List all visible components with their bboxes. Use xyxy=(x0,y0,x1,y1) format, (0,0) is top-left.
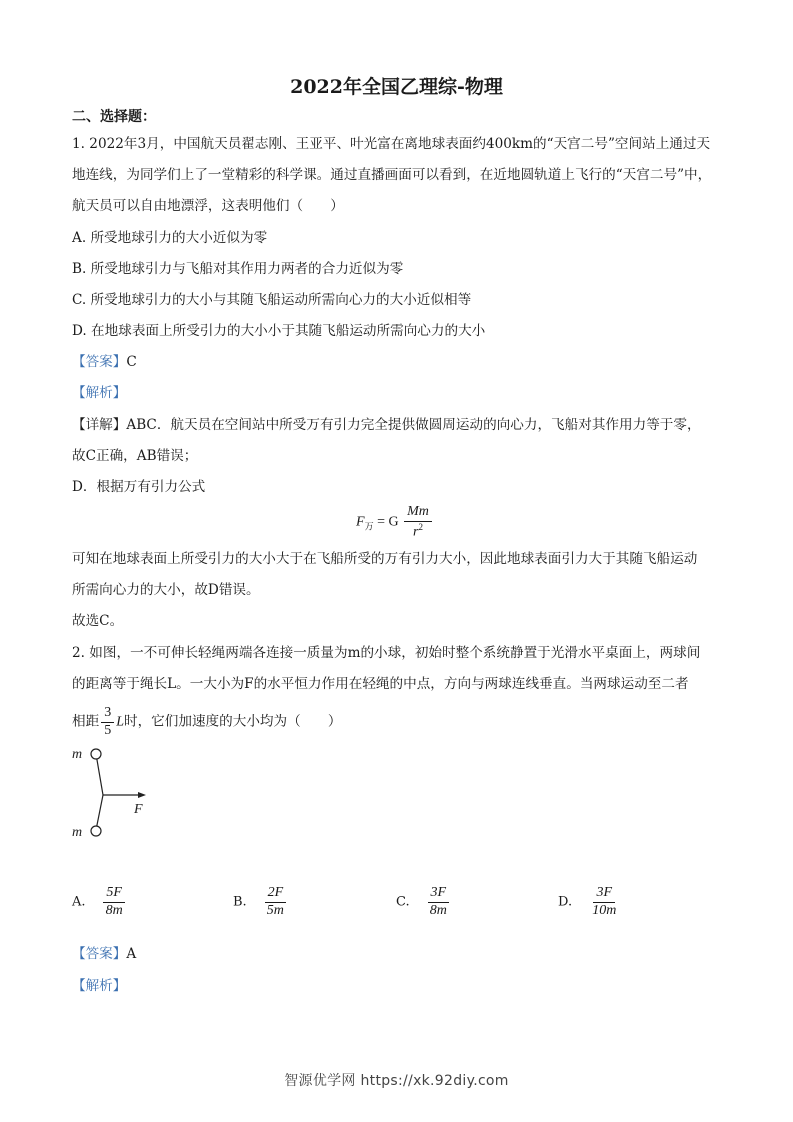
option-num: 3F xyxy=(593,886,615,903)
q2-frac-den: 5 xyxy=(104,722,112,738)
rope-diagram xyxy=(66,742,166,847)
gravity-formula xyxy=(356,505,434,540)
option-fraction xyxy=(589,886,619,918)
q1-option-a: A. 所受地球引力的大小近似为零 xyxy=(72,230,268,246)
formula-eq: = G xyxy=(377,514,399,530)
q2-analysis-tag: 【解析】 xyxy=(72,978,127,994)
q2-frac-num: 3 xyxy=(101,706,114,723)
ball-bottom xyxy=(91,826,101,836)
formula-den-var: r xyxy=(413,524,419,540)
formula-sub: 万 xyxy=(364,521,374,532)
q1-analysis-tag: 【解析】 xyxy=(72,385,127,401)
q2-option-b xyxy=(233,886,289,918)
q2-var-l: L xyxy=(116,714,124,730)
ball-top xyxy=(91,749,101,759)
q1-line-2: 地连线，为同学们上了一堂精彩的科学课。通过直播画面可以看到，在近地圆轨道上飞行的“天宫二号”中， xyxy=(72,167,712,183)
rope-upper xyxy=(96,754,103,795)
answer-tag: 【答案】 xyxy=(72,946,127,962)
option-den: 10m xyxy=(592,902,617,918)
q1-detail-5: 所需向心力的大小，故D错误。 xyxy=(72,582,260,598)
detail-text: ABC．航天员在空间站中所受万有引力完全提供做圆周运动的向心力，飞船对其作用力等于零， xyxy=(126,417,701,433)
q1-line-1: 1. 2022年3月，中国航天员翟志刚、王亚平、叶光富在离地球表面约400km的“天宫二号”空间站上通过天 xyxy=(72,136,711,152)
q2-line3-pre: 相距 xyxy=(72,713,100,730)
option-label: A. xyxy=(72,894,86,910)
formula-num: Mm xyxy=(404,505,432,522)
option-fraction xyxy=(264,886,287,918)
option-num: 2F xyxy=(265,886,287,903)
mass-label-bottom: m xyxy=(72,825,83,840)
q2-option-a xyxy=(72,886,128,918)
option-label: B. xyxy=(233,894,247,910)
q2-option-d xyxy=(558,886,621,918)
answer-tag: 【答案】 xyxy=(72,354,127,370)
q1-conclusion: 故选C。 xyxy=(72,613,124,629)
q2-line3-post: 时，它们加速度的大小均为（ ） xyxy=(123,713,342,730)
q2-line-1: 2. 如图，一不可伸长轻绳两端各连接一质量为m的小球，初始时整个系统静置于光滑水平桌面上，两球间 xyxy=(72,645,701,661)
option-den: 8m xyxy=(105,902,123,918)
option-fraction xyxy=(427,886,450,918)
option-label: D. xyxy=(558,894,573,910)
q1-detail-4: 可知在地球表面上所受引力的大小大于在飞船所受的万有引力大小，因此地球表面引力大于其随飞船运动 xyxy=(72,551,698,567)
option-label: C. xyxy=(396,894,410,910)
option-fraction xyxy=(103,886,126,918)
q2-answer xyxy=(72,944,136,964)
option-den: 8m xyxy=(429,902,447,918)
q1-line-3: 航天员可以自由地漂浮，这表明他们（ ） xyxy=(72,198,344,214)
formula-fraction xyxy=(404,505,432,540)
q2-option-c xyxy=(396,886,452,918)
q1-option-d: D. 在地球表面上所受引力的大小小于其随飞船运动所需向心力的大小 xyxy=(72,323,486,339)
formula-sup: 2 xyxy=(418,521,423,532)
q1-detail-2: 故C正确，AB错误； xyxy=(72,448,198,464)
answer-value: C xyxy=(126,354,137,370)
formula-lhs: F xyxy=(356,514,365,530)
formula-den xyxy=(410,522,426,540)
q1-detail-1 xyxy=(72,415,701,435)
q2-line-3 xyxy=(72,706,341,738)
detail-tag: 【详解】 xyxy=(72,417,127,433)
section-heading: 二、选择题： xyxy=(72,109,156,125)
page-title: 2022年全国乙理综-物理 xyxy=(290,76,503,98)
option-num: 3F xyxy=(428,886,450,903)
q2-fraction xyxy=(101,706,114,738)
mass-label-top: m xyxy=(72,747,83,762)
option-num: 5F xyxy=(103,886,125,903)
force-label: F xyxy=(134,802,143,817)
q1-answer xyxy=(72,352,137,372)
q1-option-b: B. 所受地球引力与飞船对其作用力两者的合力近似为零 xyxy=(72,261,404,277)
rope-lower xyxy=(96,795,103,830)
footer-watermark: 智源优学网 https://xk.92diy.com xyxy=(284,1073,509,1089)
q1-detail-3: D．根据万有引力公式 xyxy=(72,479,206,495)
q2-line-2: 的距离等于绳长L。一大小为F的水平恒力作用在轻绳的中点，方向与两球连线垂直。当两球运动至二者 xyxy=(72,676,689,692)
answer-value: A xyxy=(126,946,137,962)
force-arrow-head xyxy=(138,792,146,798)
q1-option-c: C. 所受地球引力的大小与其随飞船运动所需向心力的大小近似相等 xyxy=(72,292,472,308)
option-den: 5m xyxy=(266,902,284,918)
